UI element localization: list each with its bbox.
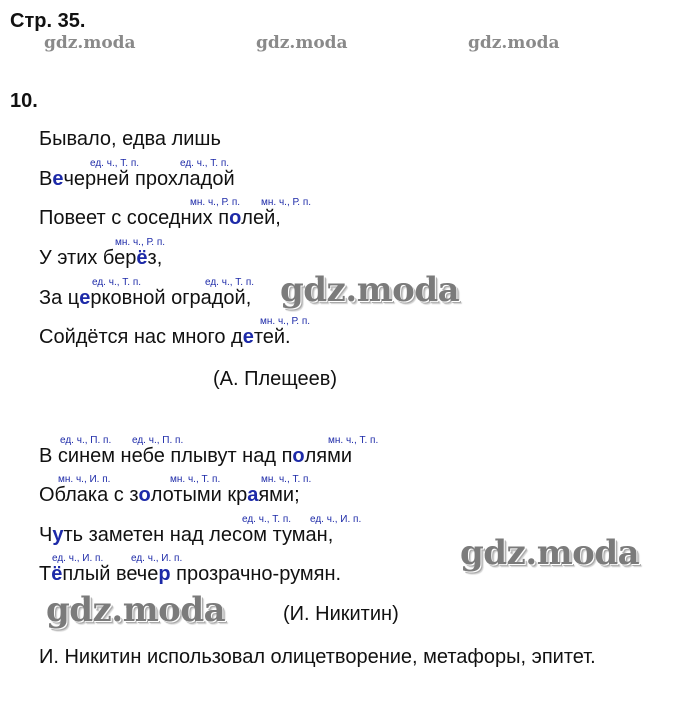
case-annotation: ед. ч., П. п. xyxy=(132,435,184,446)
case-annotation: мн. ч., Т. п. xyxy=(170,474,221,485)
poem2-line-1: В синем небе плывут над полями xyxy=(39,445,353,467)
case-annotation: ед. ч., Т. п. xyxy=(180,158,230,169)
poem2-line-4: Тёплый вечер прозрачно-румян. xyxy=(39,563,342,585)
watermark: gdz.moda xyxy=(468,33,560,53)
poem1-line-4: У этих берёз, xyxy=(39,247,163,269)
exercise-number: 10. xyxy=(10,90,38,112)
poem1-line-6: Сойдётся нас много детей. xyxy=(39,326,291,348)
case-annotation: ед. ч., П. п. xyxy=(60,435,112,446)
case-annotation: ед. ч., И. п. xyxy=(310,514,362,525)
conclusion-text: И. Никитин использовал олицетворение, метафоры, эпитет. xyxy=(39,646,596,668)
watermark: gdz.moda xyxy=(280,270,460,310)
poem1-author: (А. Плещеев) xyxy=(213,368,338,390)
page-title: Стр. 35. xyxy=(10,10,86,32)
poem1-line-2: Вечерней прохладой xyxy=(39,168,235,190)
watermark: gdz.moda xyxy=(256,33,348,53)
case-annotation: мн. ч., Р. п. xyxy=(115,237,166,248)
case-annotation: ед. ч., Т. п. xyxy=(205,277,255,288)
case-annotation: мн. ч., Р. п. xyxy=(260,316,311,327)
case-annotation: мн. ч., Т. п. xyxy=(328,435,379,446)
case-annotation: ед. ч., И. п. xyxy=(131,553,183,564)
case-annotation: мн. ч., Р. п. xyxy=(261,197,312,208)
poem1-line-5: За церковной оградой, xyxy=(39,287,252,309)
watermark: gdz.moda xyxy=(44,33,136,53)
case-annotation: мн. ч., И. п. xyxy=(58,474,111,485)
watermark: gdz.moda xyxy=(460,533,640,573)
case-annotation: ед. ч., И. п. xyxy=(52,553,104,564)
poem1-line-1: Бывало, едва лишь xyxy=(39,128,221,150)
case-annotation: мн. ч., Т. п. xyxy=(261,474,312,485)
poem2-line-3: Чуть заметен над лесом туман, xyxy=(39,524,334,546)
poem2-line-2: Облака с золотыми краями; xyxy=(39,484,300,506)
case-annotation: ед. ч., Т. п. xyxy=(90,158,140,169)
case-annotation: ед. ч., Т. п. xyxy=(92,277,142,288)
poem1-line-3: Повеет с соседних полей, xyxy=(39,207,281,229)
watermark: gdz.moda xyxy=(46,590,226,630)
case-annotation: ед. ч., Т. п. xyxy=(242,514,292,525)
poem2-author: (И. Никитин) xyxy=(283,603,399,625)
case-annotation: мн. ч., Р. п. xyxy=(190,197,241,208)
